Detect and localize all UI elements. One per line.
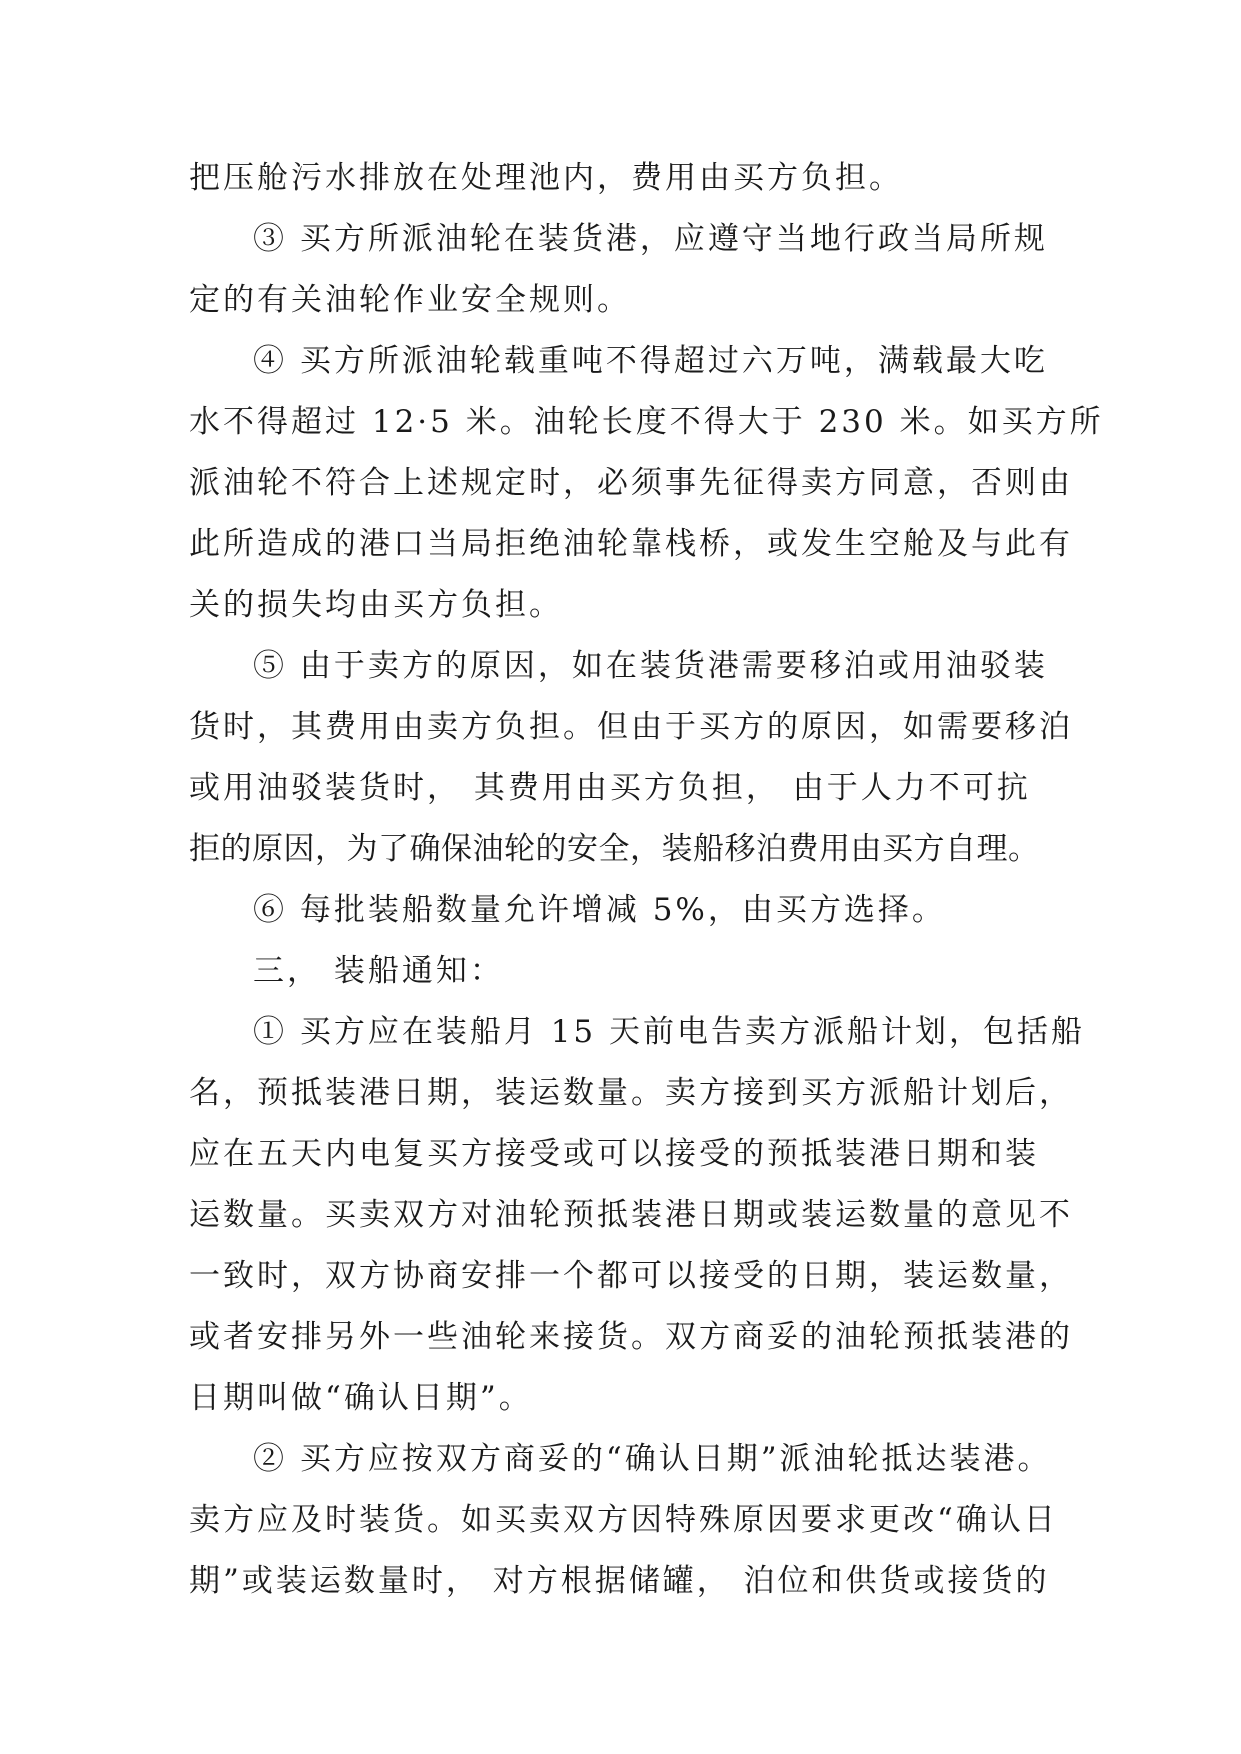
paragraph-item-3: ③ 买方所派油轮在装货港，应遵守当地行政当局所规 <box>253 221 1048 257</box>
text-line: 或者安排另外一些油轮来接货。双方商妥的油轮预抵装港的 <box>189 1319 1073 1355</box>
text-line: 拒的原因，为了确保油轮的安全，装船移泊费用由买方自理。 <box>189 831 1040 867</box>
text-line: 一致时，双方协商安排一个都可以接受的日期，装运数量， <box>189 1258 1073 1294</box>
text-line: 期”或装运数量时， 对方根据储罐， 泊位和供货或接货的 <box>189 1563 1050 1599</box>
paragraph-item-4: ④ 买方所派油轮载重吨不得超过六万吨，满载最大吃 <box>253 343 1048 379</box>
text-line: 水不得超过 12·5 米。油轮长度不得大于 230 米。如买方所 <box>189 404 1104 440</box>
text-line: 名，预抵装港日期，装运数量。卖方接到买方派船计划后， <box>189 1075 1073 1111</box>
text-line: 货时，其费用由卖方负担。但由于买方的原因，如需要移泊 <box>189 709 1073 745</box>
document-body <box>189 148 1104 1612</box>
paragraph-item-1: ① 买方应在装船月 15 天前电告卖方派船计划，包括船 <box>253 1014 1086 1050</box>
text-line: 派油轮不符合上述规定时，必须事先征得卖方同意，否则由 <box>189 465 1073 501</box>
text-line: 或用油驳装货时， 其费用由买方负担， 由于人力不可抗 <box>189 770 1031 806</box>
text-line: 定的有关油轮作业安全规则。 <box>189 282 631 318</box>
text-line: 此所造成的港口当局拒绝油轮靠栈桥，或发生空舱及与此有 <box>189 526 1073 562</box>
paragraph-item-6: ⑥ 每批装船数量允许增减 5%，由买方选择。 <box>253 892 946 928</box>
section-heading: 三， 装船通知： <box>253 953 504 989</box>
text-line: 应在五天内电复买方接受或可以接受的预抵装港日期和装 <box>189 1136 1039 1172</box>
text-line: 卖方应及时装货。如买卖双方因特殊原因要求更改“确认日 <box>189 1502 1058 1538</box>
text-line: 把压舱污水排放在处理池内，费用由买方负担。 <box>189 160 903 196</box>
paragraph-item-2: ② 买方应按双方商妥的“确认日期”派油轮抵达装港。 <box>253 1441 1052 1477</box>
paragraph-item-5: ⑤ 由于卖方的原因，如在装货港需要移泊或用油驳装 <box>253 648 1048 684</box>
text-line: 关的损失均由买方负担。 <box>189 587 563 623</box>
text-line: 运数量。买卖双方对油轮预抵装港日期或装运数量的意见不 <box>189 1197 1073 1233</box>
text-line: 日期叫做“确认日期”。 <box>189 1380 533 1416</box>
